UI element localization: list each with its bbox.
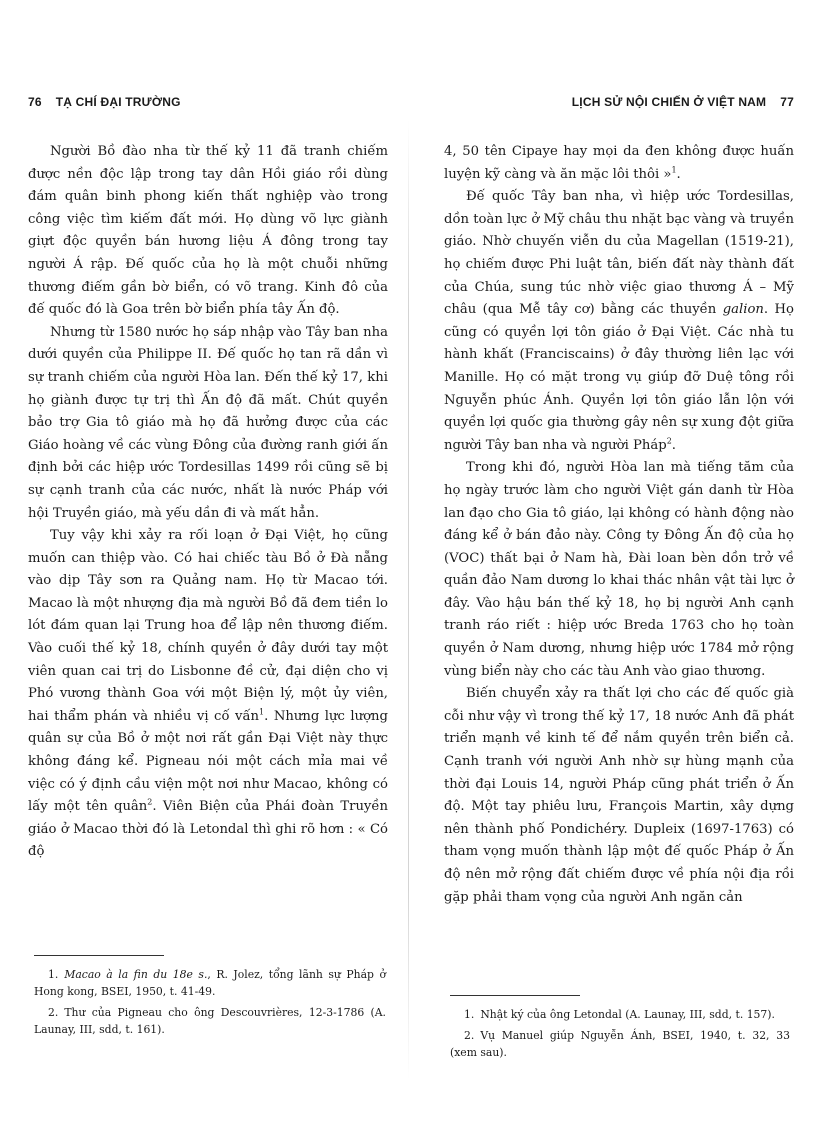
left-footnote-1 — [34, 966, 386, 1000]
footnote-ref-1[interactable]: 1 — [671, 165, 677, 175]
left-footnote-2 — [34, 1004, 386, 1038]
right-paragraph-4: Biến chuyển xảy ra thất lợi cho các đế quốc già cỗi như vậy vì trong thế kỷ 17, 18 nước Anh đã phát triển mạnh về kinh tế để nắm quyền trên biển cả. Cạnh tranh với người Anh nhờ sự hùng mạnh của thời đại Louis 14, người Pháp cũng phát triển ở Ấn độ. Một tay phiêu lưu, François Martin, xây dựng nên thành phố Pondichéry. Dupleix (1697-1763) có tham vọng muốn thành lập một đế quốc Pháp ở Ấn độ nên mở rộng đất chiếm được về phía nội địa rồi gặp phải tham vọng của người Anh ngăn cản — [444, 686, 794, 905]
footnote-number: 2. — [48, 1006, 59, 1019]
right-para2-text3: . — [671, 437, 676, 453]
left-running-title: TẠ CHÍ ĐẠI TRƯỜNG — [55, 95, 181, 109]
footnote-number: 1. — [48, 968, 59, 981]
right-page — [444, 95, 794, 1059]
gutter-shadow — [408, 120, 409, 1080]
left-body-text — [28, 141, 388, 864]
left-para3-text: Tuy vậy khi xảy ra rối loạn ở Đại Việt, họ cũng muốn can thiệp vào. Có hai chiếc tàu Bồ ở Đà nẵng vào dịp Tây sơn ra Quảng nam. Họ từ Macao tới. Macao là một nhượng địa mà người Bồ đã đem tiền lo lót đám quan lại Trung hoa để lập nên thương điếm. Vào cuối thế kỷ 18, chính quyền ở đây dưới tay một viên quan cai trị do Lisbonne đề cử, đại diện cho vị Phó vương thành Goa với một Biện lý, một ủy viên, hai thẩm phán và nhiều vị cố vấn — [28, 528, 388, 724]
left-para3-text2: . Nhưng lực lượng quân sự của Bồ ở một nơi rất gần Đại Việt này thực không đáng kể. Pigneau nói một cách mỉa mai về việc có ý định cầu viện một nơi như Macao, không có lấy một tên quân — [28, 708, 388, 815]
left-paragraph-3 — [28, 525, 388, 864]
right-paragraph-2 — [444, 186, 794, 457]
right-footnotes — [450, 995, 790, 1065]
footnote-ref-1[interactable]: 1 — [259, 707, 265, 717]
footnote-text: Vụ Manuel giúp Nguyễn Ánh, BSEI, 1940, t. 32, 33 (xem sau). — [450, 1029, 790, 1059]
right-paragraph-3: Trong khi đó, người Hòa lan mà tiếng tăm của họ ngày trước làm cho người Việt gán danh từ Hòa lan đạo cho Gia tô giáo, lại không có hành động nào đáng kể ở bán đảo này. Công ty Đông Ấn độ của họ (VOC) thất bại ở Nam hà, Đài loan bèn dồn trở về quần đảo Nam dương lo khai thác nhân vật tài lực ở đây. Vào hậu bán thế kỷ 18, họ bị người Anh cạnh tranh ráo riết : hiệp ước Breda 1763 cho họ toàn quyền ở Nam dương, nhưng hiệp ước 1784 mở rộng vùng biển này cho các tàu Anh vào giao thương. — [444, 460, 794, 679]
right-running-title: LỊCH SỬ NỘI CHIẾN Ở VIỆT NAM — [571, 95, 767, 109]
left-page-number: 76 — [28, 95, 42, 109]
footnote-italic-title: Macao à la fin du 18e s. — [64, 968, 208, 981]
footnote-text: Thư của Pigneau cho ông Descouvrières, 12-3-1786 (A. Launay, III, sdd, t. 161). — [34, 1006, 386, 1036]
footnote-ref-2[interactable]: 2 — [147, 797, 153, 807]
footnote-text: Nhật ký của ông Letondal (A. Launay, III, sdd, t. 157). — [480, 1008, 775, 1021]
right-para2-italic: galion — [722, 302, 764, 318]
footnote-rule — [34, 955, 164, 956]
right-paragraph-continued — [444, 141, 794, 186]
footnote-text: , R. Jolez, tổng lãnh sự Pháp ở Hong kong, BSEI, 1950, t. 41-49. — [34, 968, 386, 998]
left-paragraph-1: Người Bồ đào nha từ thế kỷ 11 đã tranh chiếm được nền độc lập trong tay dân Hồi giáo rồi dùng đám quân binh phong kiến thất nghiệp vào trong công việc tìm kiếm đất mới. Họ dùng võ lực giành giựt độc quyền bán hương liệu Á đông trong tay người Á rập. Đế quốc của họ là một chuỗi những thương điếm gần bờ biển, có võ trang. Kinh đô của đế quốc đó là Goa trên bờ biển phía tây Ấn độ. — [28, 144, 388, 318]
right-para2-text: Đế quốc Tây ban nha, vì hiệp ước Tordesillas, dồn toàn lực ở Mỹ châu thu nhặt bạc vàng và truyền giáo. Nhờ chuyến viễn du của Magellan (1519-21), họ chiếm được Phi luật tân, biến đất này thành đất của Chúa, sung túc nhờ việc giao thương Á – Mỹ châu (qua Mễ tây cơ) bằng các thuyền — [444, 189, 794, 318]
left-para3-text3: . Viên Biện của Phái đoàn Truyền giáo ở Macao thời đó là Letondal thì ghi rõ hơn : « Có độ — [28, 799, 388, 860]
right-footnote-1 — [450, 1006, 790, 1023]
footnote-ref-2[interactable]: 2 — [666, 436, 672, 446]
right-running-head — [444, 95, 794, 123]
footnote-rule — [450, 995, 580, 996]
left-footnotes — [34, 955, 386, 1042]
right-para2-text2: . Họ cũng có quyền lợi tôn giáo ở Đại Việt. Các nhà tu hành khất (Franciscains) ở đây thường liên lạc với Manille. Họ có mặt trong vụ giúp đỡ Duệ tông rồi Nguyễn phúc Ánh. Quyền lợi tôn giáo lẫn lộn với quyền lợi quốc gia thường gây nên sự xung đột giữa người Tây ban nha và người Pháp — [444, 302, 794, 453]
right-footnote-2 — [450, 1027, 790, 1061]
right-page-number: 77 — [780, 95, 794, 109]
left-running-head — [28, 95, 388, 123]
right-first-text: 4, 50 tên Cipaye hay mọi da đen không được huấn luyện kỹ càng và ăn mặc lôi thôi » — [444, 144, 794, 182]
footnote-number: 1. — [464, 1008, 475, 1021]
right-body-text — [444, 141, 794, 909]
right-first-text2: . — [676, 166, 681, 182]
footnote-number: 2. — [464, 1029, 475, 1042]
left-paragraph-2: Nhưng từ 1580 nước họ sáp nhập vào Tây ban nha dưới quyền của Philippe II. Đế quốc họ tan rã dần vì sự tranh chiếm của người Hòa lan. Đến thế kỷ 17, khi họ giành được tự trị thì Ấn độ đã mất. Chút quyền bảo trợ Gia tô giáo mà họ đã hưởng được của các Giáo hoàng về các vùng Đông của đường ranh giới ấn định bởi các hiệp ước Tordesillas 1499 rồi cũng sẽ bị sự cạnh tranh của các nước, nhất là nước Pháp với hội Truyền giáo, mà yếu dần đi và mất hẳn. — [28, 324, 388, 521]
left-page — [28, 95, 388, 1036]
